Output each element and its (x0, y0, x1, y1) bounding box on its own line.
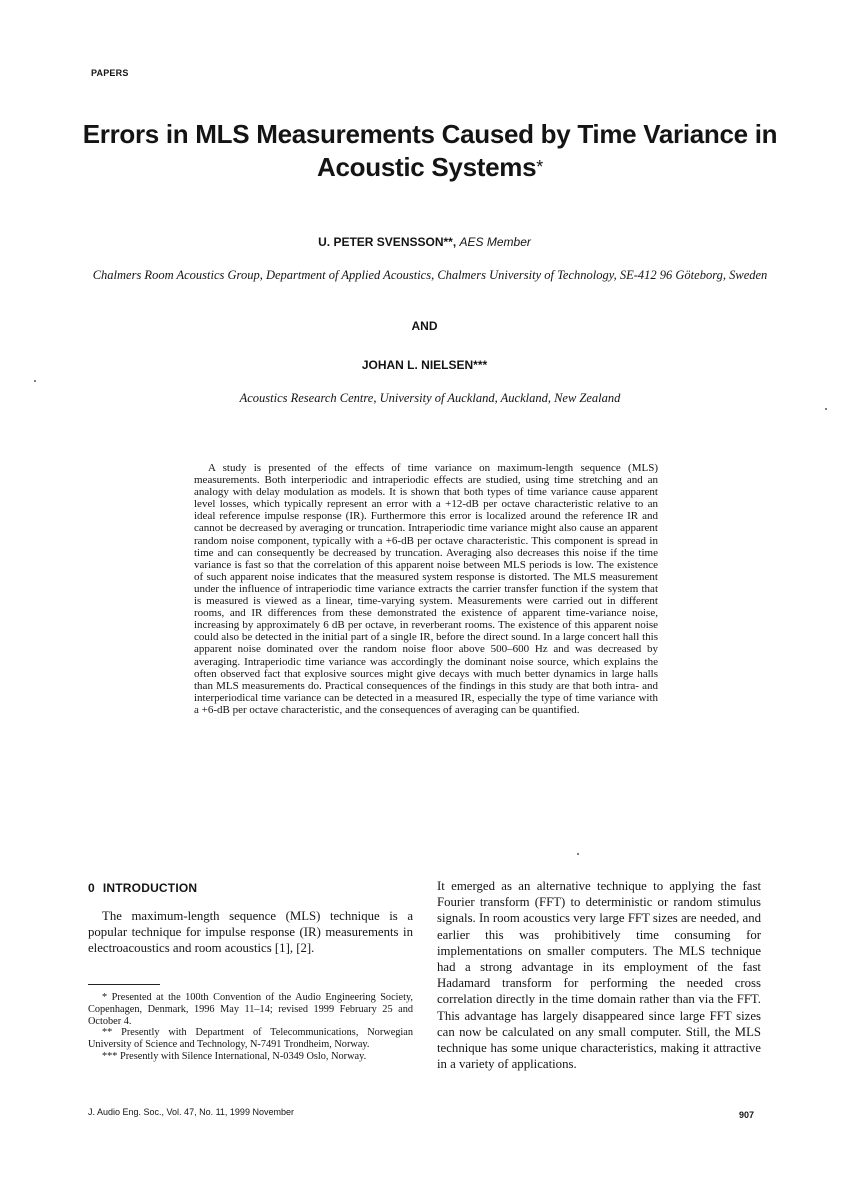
footnote-divider (88, 984, 160, 985)
author-1-affiliation: Chalmers Room Acoustics Group, Department of Applied Acoustics, Chalmers University of Technology, SE-412 96 Göteborg, Sweden (92, 268, 768, 282)
introduction-heading (88, 881, 197, 895)
page-number: 907 (739, 1110, 755, 1120)
scan-speck (577, 853, 579, 855)
paper-title-text: Errors in MLS Measurements Caused by Time Variance in Acoustic Systems (82, 119, 778, 182)
author-conjunction: AND (411, 319, 438, 333)
scan-speck (825, 408, 827, 410)
paper-title (60, 118, 800, 184)
journal-citation: J. Audio Eng. Soc., Vol. 47, No. 11, 1999 November (88, 1107, 294, 1117)
introduction-title: INTRODUCTION (102, 881, 198, 895)
author-2 (0, 358, 849, 372)
title-footnote-mark: * (536, 157, 543, 177)
author-2-name: JOHAN L. NIELSEN*** (361, 358, 488, 372)
author-1 (0, 235, 849, 249)
footnote-3: *** Presently with Silence International, N-0349 Oslo, Norway. (102, 1050, 367, 1062)
footnote-2: ** Presently with Department of Telecommunications, Norwegian University of Science and Technology, N-7491 Trondheim, Norway. (88, 1027, 413, 1051)
scan-speck (34, 380, 36, 382)
introduction-right-column: It emerged as an alternative technique to applying the fast Fourier transform (FFT) to deterministic or random stimulus signals. In room acoustics very large FFT sizes are needed, and earlier this was prohibitively time consuming for implementations on smaller computers. The MLS technique had a strong advantage in its employment of the fast Hadamard transform for performing the needed cross correlation directly in the time domain rather than via the FFT. This advantage has largely disappeared since large FFT sizes can now be calculated on any small computer. Still, the MLS technique has some unique characteristics, making it attractive in a variety of applications. (437, 879, 761, 1072)
footnotes (88, 992, 413, 1063)
footnote-1: * Presented at the 100th Convention of the Audio Engineering Society, Copenhagen, Denmark, 1996 May 11–14; revised 1999 February 25 and October 4. (88, 992, 413, 1027)
abstract: A study is presented of the effects of time variance on maximum-length sequence (MLS) measurements. Both interperiodic and intraperiodic effects are studied, using time stretching and an analogy with delay modulation as models. It is shown that both types of time variance cause apparent level losses, which typically represent an error with a +12-dB per octave characteristic relative to an ideal reference impulse response (IR). Furthermore this error is localized around the reference IR and cannot be decreased by averaging or truncation. Intraperiodic time variance might also cause an apparent random noise component, typically with a +6-dB per octave characteristic. This component is spread in time and can consequently be decreased by truncation. Averaging also decreases this noise if the time variance is fast so that the correlation of this apparent noise between MLS periods is low. The existence of such apparent noise indicates that the measured system response is distorted. The MLS measurement under the influence of intraperiodic time variance extracts the carrier transfer function if the system that is measured is viewed as a linear, time-varying system. Measurements were carried out in different rooms, and IR differences from these demonstrated the existence of apparent time-variance noise, increasing by approximately 6 dB per octave, in reverberant rooms. The existence of this apparent noise could also be detected in the initial part of a single IR, before the direct sound. In a large concert hall this apparent noise dominated over the random noise floor above 500–600 Hz and was decreased by averaging. Intraperiodic time variance was accordingly the dominant noise source, which explains the often observed fact that explosive sources might give decays with much better dynamics in large halls than MLS measurements do. Practical consequences of the findings in this study are that both intra- and interperiodical time variance can be detected in a measured IR, especially the type of time variance with a +6-dB per octave characteristic, and the consequences of averaging can be quantified. (194, 462, 658, 716)
author-1-name: U. PETER SVENSSON**, (318, 235, 457, 249)
introduction-number: 0 (88, 881, 95, 895)
author-2-affiliation: Acoustics Research Centre, University of Auckland, Auckland, New Zealand (239, 391, 621, 405)
author-1-role: AES Member (459, 235, 531, 249)
introduction-left-column: The maximum-length sequence (MLS) technique is a popular technique for impulse response (IR) measurements in electroacoustics and room acoustics [1], [2]. (88, 909, 413, 956)
section-label: PAPERS (91, 68, 129, 78)
